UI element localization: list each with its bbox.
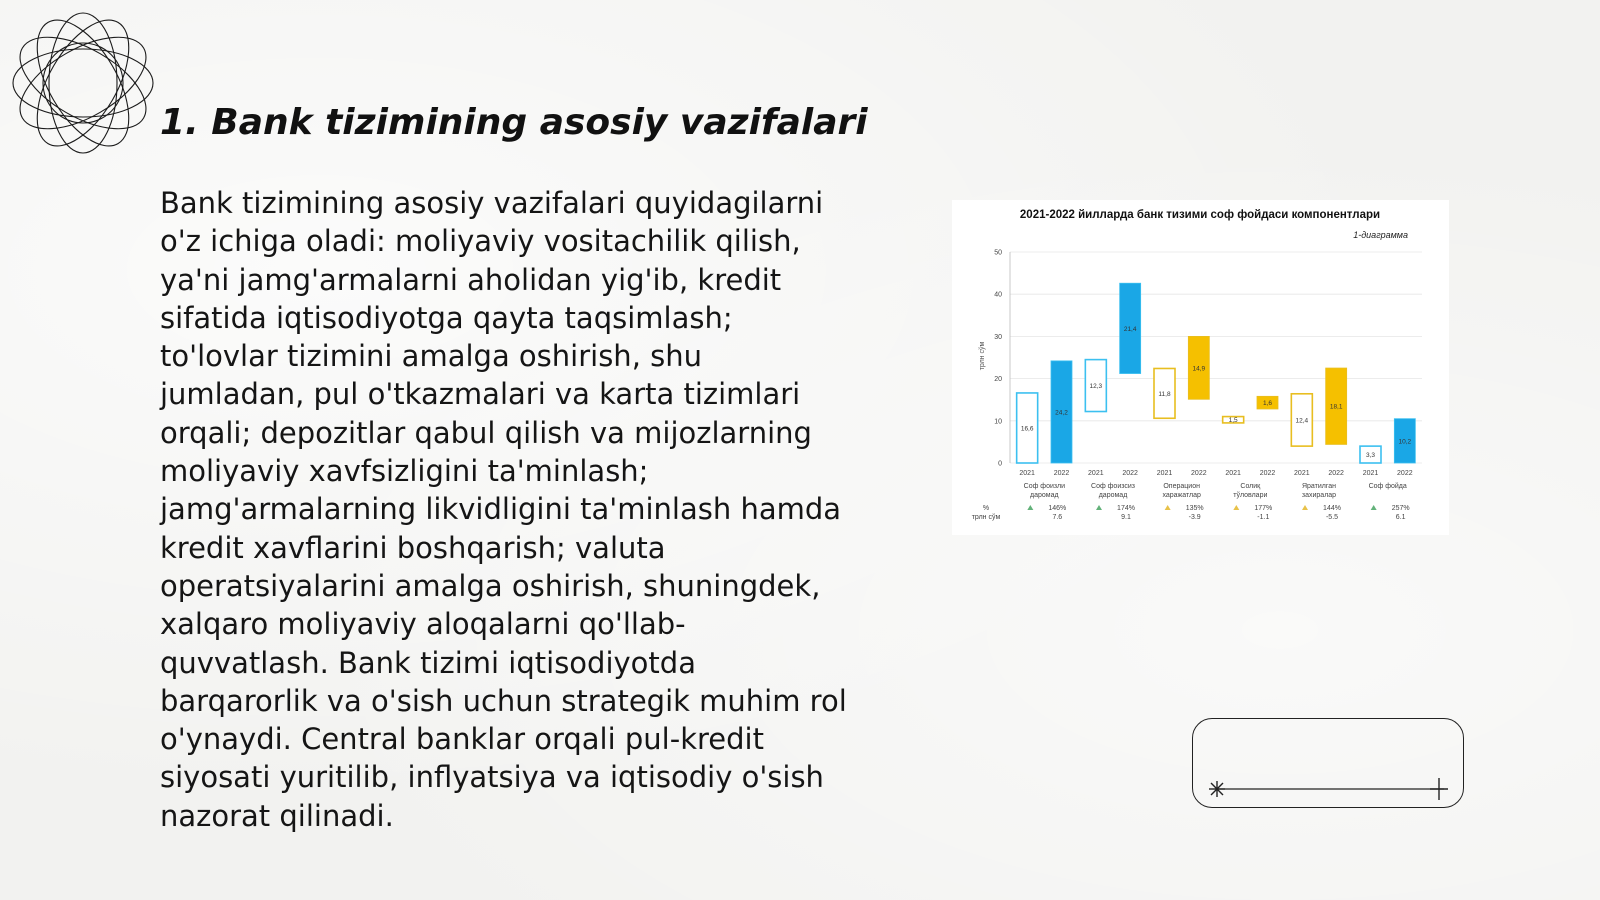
category-label: захиралар — [1301, 492, 1337, 499]
x-tick-label: 2022 — [1191, 470, 1207, 477]
pct-change-label: 144% — [1323, 505, 1341, 512]
y-tick-label: 40 — [994, 291, 1002, 299]
bar-value-label: 1,6 — [1262, 400, 1273, 408]
bar-value-label: 10,2 — [1398, 438, 1412, 446]
x-tick-label: 2022 — [1397, 470, 1413, 477]
x-tick-label: 2021 — [1088, 470, 1104, 477]
bar-value-label: 16,6 — [1020, 425, 1034, 433]
category-label: харажатлар — [1162, 492, 1201, 499]
abs-change-label: 6.1 — [1395, 514, 1406, 521]
category-label: Соф фойда — [1368, 483, 1407, 490]
abs-change-label: -1.1 — [1257, 514, 1270, 521]
y-tick-label: 0 — [998, 460, 1002, 468]
bar-value-label: 1,5 — [1228, 417, 1238, 425]
x-tick-label: 2021 — [1362, 470, 1379, 477]
category-label: тўловлари — [1233, 492, 1268, 499]
footer-row-label-amount: трлн сўм — [971, 514, 1001, 521]
slide-title: 1. Bank tizimining asosiy vazifalari — [160, 102, 868, 143]
y-tick-label: 50 — [994, 249, 1002, 257]
category-label: Операцион — [1163, 483, 1200, 490]
bar-value-label: 12,4 — [1295, 417, 1309, 425]
category-label: Соф фоизсиз — [1091, 483, 1135, 490]
chart-ylabel: трлн сўм — [979, 341, 986, 371]
x-tick-label: 2021 — [1294, 470, 1310, 477]
category-label: Яратилган — [1301, 483, 1337, 490]
slide-body-text: Bank tizimining asosiy vazifalari quyidagilarni o'z ichiga oladi: moliyaviy vositachilik qilish, ya'ni jamg'armalarni aholidan yig'ib, kredit sifatida iqtisodiyotga qayta taqsimlash; to'lovlar tizimini amalga oshirish, shu jumladan, pul o'tkazmalari va karta tizimlari orqali; depozitlar qabul qilish va mijozlarning moliyaviy xavfsizligini ta'minlash; jamg'armalarning likvidligini ta'minlash hamda kredit xavflarini boshqarish; valuta operatsiyalarini amalga oshirish, shuningdek, xalqaro moliyaviy aloqalarni qo'llab-quvvatlash. Bank tizimi iqtisodiyotda barqarorlik va o'sish uchun strategik muhim rol o'ynaydi. Central banklar orqali pul-kredit siyosati yuritilib, inflyatsiya va iqtisodiy o'sish nazorat qilinadi. — [160, 186, 847, 833]
footer-row-label-pct: % — [982, 505, 990, 512]
bar-value-label: 14,9 — [1192, 365, 1206, 373]
x-tick-label: 2022 — [1328, 470, 1344, 477]
category-label: Солиқ — [1240, 483, 1261, 490]
sparkle-icon — [1209, 781, 1225, 797]
category-label: даромад — [1030, 492, 1059, 499]
chart-title: 2021-2022 йилларда банк тизими соф фойдаси компонентлари — [1019, 209, 1381, 221]
bar-value-label: 11,8 — [1158, 390, 1171, 398]
pct-change-label: 177% — [1254, 505, 1273, 512]
chart-subtitle: 1-диаграмма — [1353, 230, 1408, 240]
bar-value-label: 12,3 — [1089, 383, 1103, 391]
bar-value-label: 21,4 — [1123, 325, 1137, 333]
bar-value-label: 24,2 — [1055, 409, 1068, 417]
bar-value-label: 18,1 — [1329, 403, 1343, 411]
abs-change-label: 9.1 — [1121, 514, 1131, 521]
x-tick-label: 2022 — [1259, 470, 1276, 477]
plus-icon — [1430, 778, 1448, 800]
x-tick-label: 2021 — [1225, 470, 1241, 477]
abs-change-label: 7.6 — [1052, 514, 1063, 521]
x-tick-label: 2022 — [1122, 470, 1138, 477]
pct-change-label: 174% — [1117, 505, 1135, 512]
pct-change-label: 146% — [1048, 505, 1067, 512]
abs-change-label: -3.9 — [1188, 514, 1201, 521]
x-tick-label: 2021 — [1019, 470, 1035, 477]
bar-value-label: 3,3 — [1365, 452, 1376, 460]
category-label: Соф фоизли — [1023, 483, 1066, 490]
pct-change-label: 135% — [1185, 505, 1204, 512]
x-tick-label: 2022 — [1053, 470, 1070, 477]
y-tick-label: 10 — [994, 418, 1002, 426]
category-label: даромад — [1098, 492, 1128, 499]
y-tick-label: 20 — [994, 376, 1002, 384]
pct-change-label: 257% — [1391, 505, 1410, 512]
x-tick-label: 2021 — [1156, 470, 1173, 477]
y-tick-label: 30 — [994, 333, 1002, 341]
abs-change-label: -5.5 — [1325, 514, 1339, 521]
